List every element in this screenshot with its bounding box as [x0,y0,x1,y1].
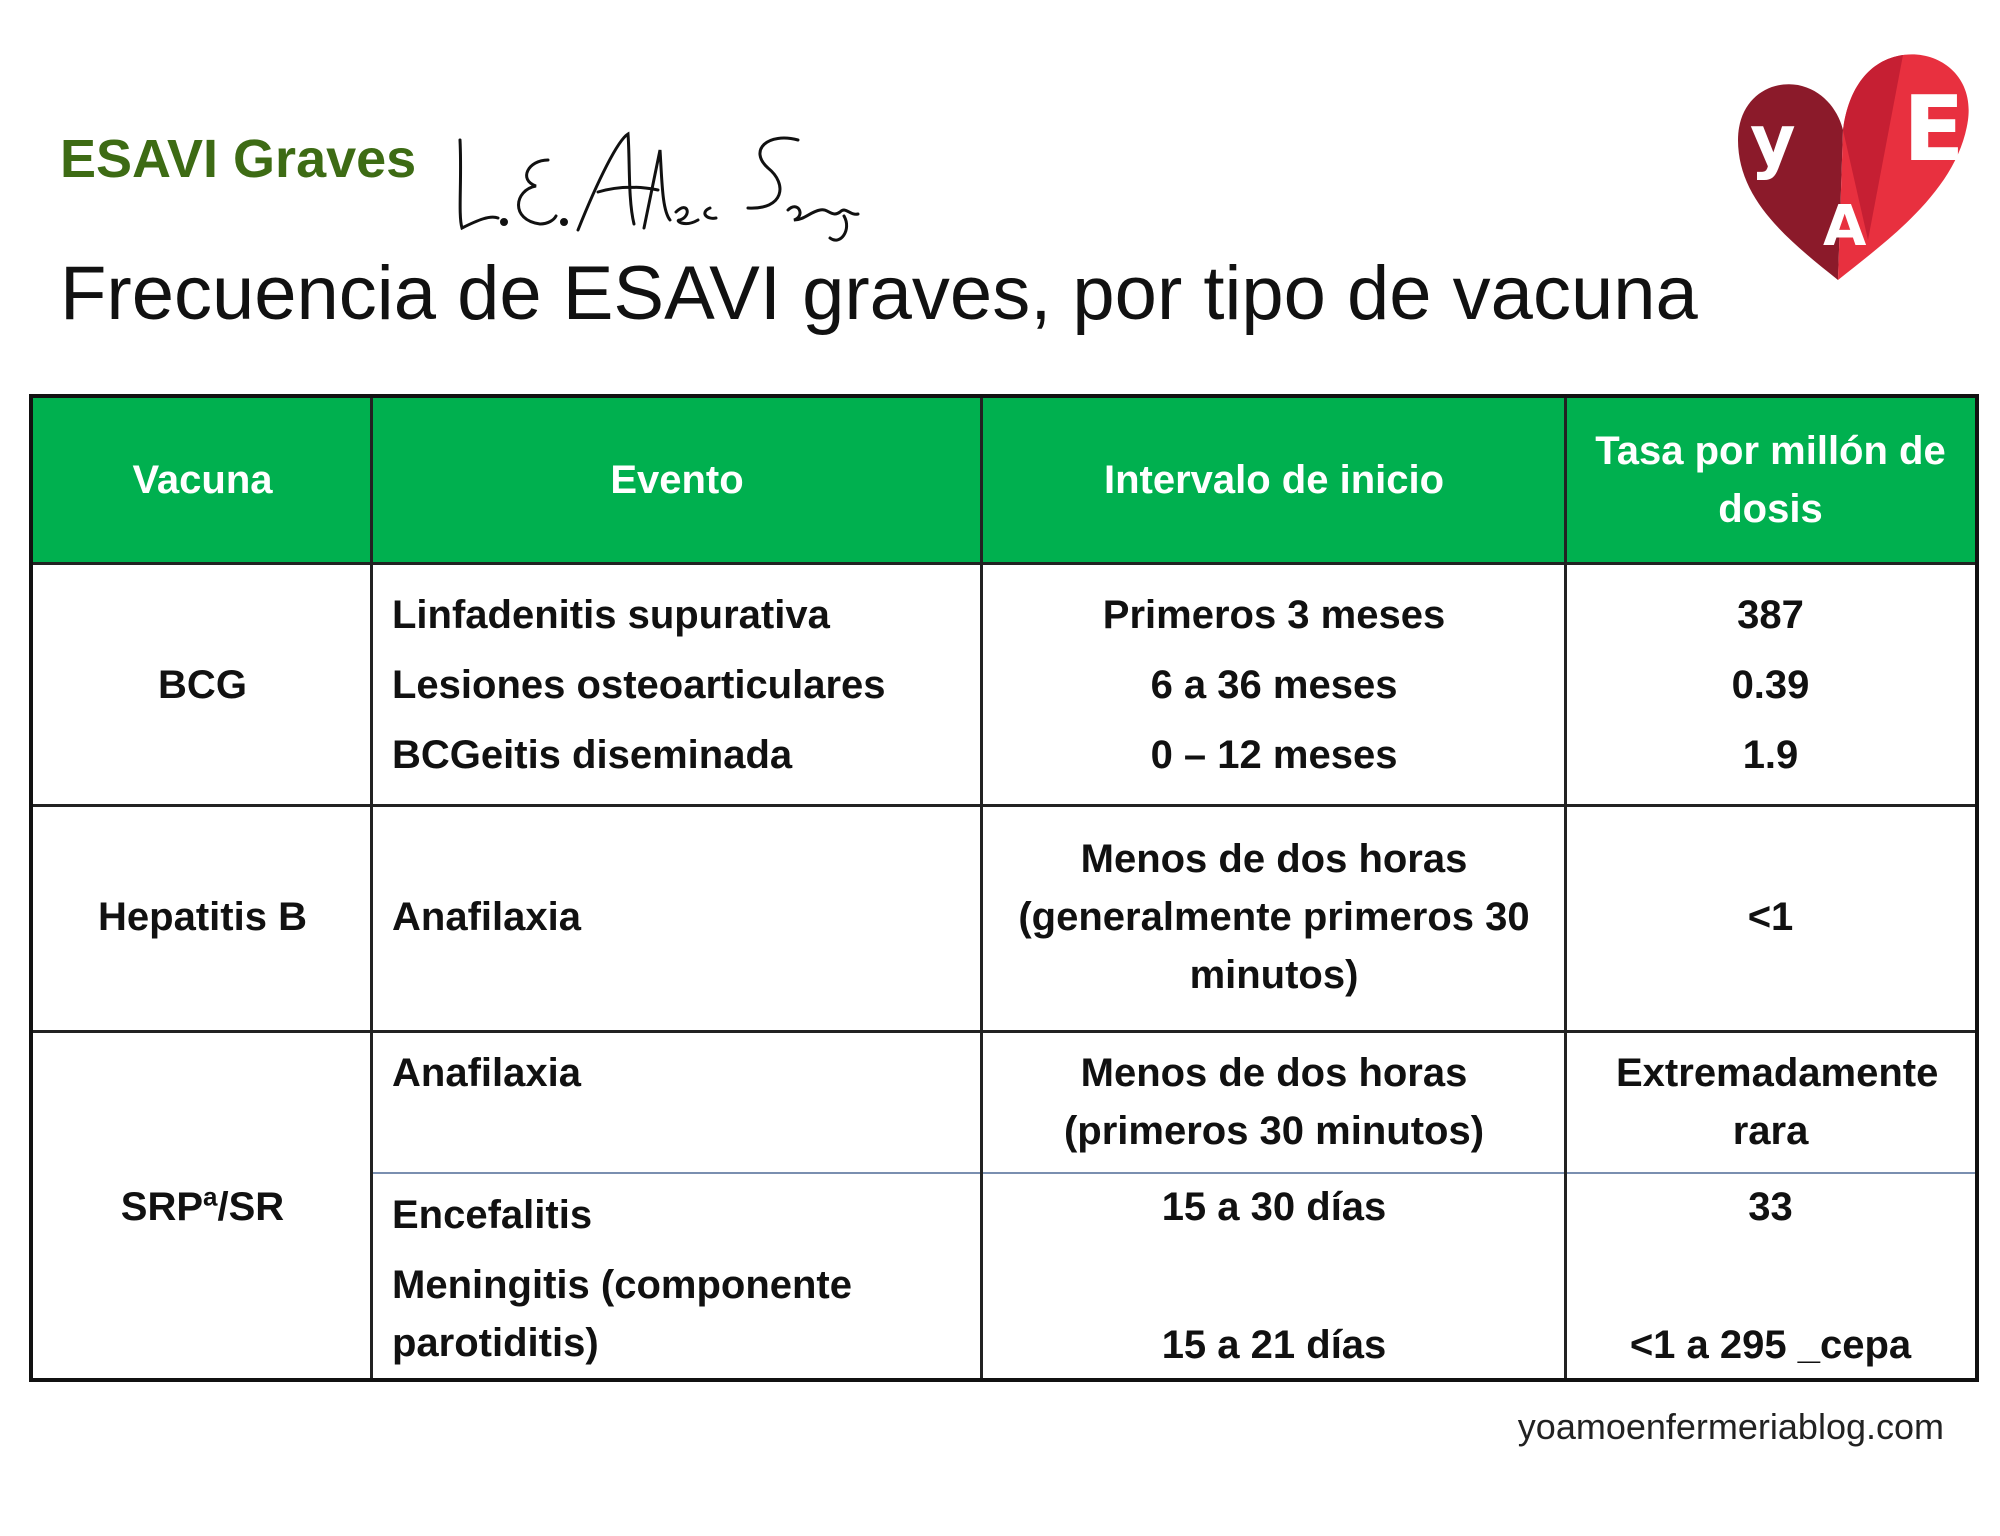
header-label: ESAVI Graves [60,129,417,189]
evento-cell: Encefalitis [392,1193,593,1237]
tasa-cell: <1 a 295 _cepa [1629,1323,1912,1367]
signature-icon [448,120,868,250]
esavi-table [29,394,1979,1382]
svg-text:E: E [1903,77,1965,182]
tasa-cell: 33 [1748,1185,1793,1229]
evento-cell: Meningitis (componente parotiditis) [392,1263,852,1365]
evento-cell: BCGeitis diseminada [392,733,793,777]
tasa-cell: 1.9 [1742,733,1799,777]
intervalo-cell: 15 a 30 días [1161,1185,1387,1229]
vacuna-srp-superscript: a [203,1181,218,1212]
vacuna-srp-rest: /SR [217,1185,285,1229]
heart-yae-logo-icon [1728,40,1978,290]
vacuna-hepatitis-b: Hepatitis B [98,895,307,939]
tasa-cell: Extremadamente rara [1616,1051,1939,1153]
evento-cell: Lesiones osteoarticulares [392,663,886,707]
intervalo-cell: Menos de dos horas (generalmente primeros 30 minutos) [1018,837,1530,997]
evento-cell: Linfadenitis supurativa [392,593,830,637]
evento-cell: Anafilaxia [392,1051,581,1095]
slide-title: Frecuencia de ESAVI graves, por tipo de vacuna [60,251,1698,336]
intervalo-cell: 15 a 21 días [1161,1323,1387,1367]
column-header-evento: Evento [372,398,982,562]
intervalo-cell: 0 – 12 meses [1150,733,1398,777]
svg-text:y: y [1750,100,1796,182]
subrow-divider [372,1172,1975,1174]
intervalo-cell: 6 a 36 meses [1150,663,1398,707]
tasa-cell: <1 [1747,895,1794,939]
row-divider [33,562,1975,565]
column-header-tasa: Tasa por millón de dosis [1566,398,1975,562]
evento-cell: Anafilaxia [392,895,581,939]
tasa-cell: 387 [1737,593,1804,637]
vacuna-srp-base: SRP [120,1185,204,1229]
row-divider [33,1030,1975,1033]
vacuna-bcg: BCG [158,663,247,707]
column-header-vacuna: Vacuna [33,398,372,562]
svg-text:A: A [1823,194,1867,259]
tasa-cell: 0.39 [1731,663,1810,707]
footer-url[interactable]: yoamoenfermeriablog.com [1517,1406,1944,1447]
intervalo-cell: Primeros 3 meses [1102,593,1446,637]
vacuna-srp-sr [33,1178,372,1236]
intervalo-cell: Menos de dos horas (primeros 30 minutos) [1063,1051,1485,1153]
column-header-intervalo: Intervalo de inicio [982,398,1566,562]
row-divider [33,804,1975,807]
